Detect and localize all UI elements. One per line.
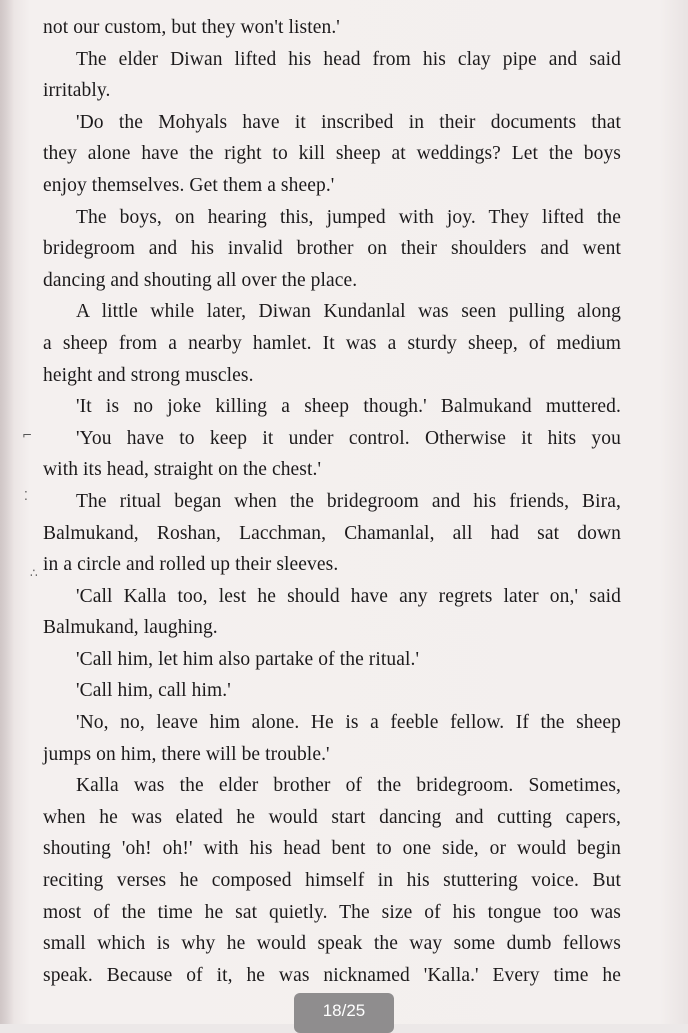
text-line: 'Call him, call him.' — [76, 680, 231, 702]
text-line: enjoy themselves. Get them a sheep.' — [43, 174, 335, 196]
text-line: most of the time he sat quietly. The size of his tongue too was — [43, 901, 621, 923]
text-line: The ritual began when the bridegroom and his friends, Bira, — [76, 490, 621, 512]
text-line: A little while later, Diwan Kundanlal was seen pulling along — [76, 301, 621, 323]
text-line: they alone have the right to kill sheep at weddings? Let the boys — [43, 143, 621, 165]
text-line: bridegroom and his invalid brother on their shoulders and went — [43, 238, 621, 260]
text-line: small which is why he would speak the way some dumb fellows — [43, 933, 621, 955]
page-body-text — [43, 12, 621, 991]
margin-mark: ⌐ — [22, 428, 33, 442]
page-gutter-shadow — [0, 0, 14, 1024]
text-line: The boys, on hearing this, jumped with joy. They lifted the — [76, 206, 621, 228]
text-line: The elder Diwan lifted his head from his clay pipe and said — [76, 48, 621, 70]
text-line: Balmukand, laughing. — [43, 617, 218, 639]
text-line: irritably. — [43, 80, 111, 102]
text-line: shouting 'oh! oh!' with his head bent to one side, or would begin — [43, 838, 621, 860]
text-line: with its head, straight on the chest.' — [43, 459, 322, 481]
text-line: Kalla was the elder brother of the bridegroom. Sometimes, — [76, 775, 621, 797]
text-line: height and strong muscles. — [43, 364, 254, 386]
text-line: in a circle and rolled up their sleeves. — [43, 554, 339, 576]
text-line: a sheep from a nearby hamlet. It was a sturdy sheep, of medium — [43, 332, 621, 354]
text-line: 'No, no, leave him alone. He is a feeble fellow. If the sheep — [76, 712, 621, 734]
text-line: speak. Because of it, he was nicknamed 'Kalla.' Every time he — [43, 964, 621, 986]
margin-mark: ∴ — [30, 566, 38, 580]
text-line: 'It is no joke killing a sheep though.' Balmukand muttered. — [76, 396, 621, 418]
text-line: Balmukand, Roshan, Lacchman, Chamanlal, all had sat down — [43, 522, 621, 544]
text-line: 'Call Kalla too, lest he should have any regrets later on,' said — [76, 585, 621, 607]
text-line: reciting verses he composed himself in his stuttering voice. But — [43, 870, 621, 892]
text-line: not our custom, but they won't listen.' — [43, 17, 340, 38]
margin-mark: ⁚ — [24, 489, 28, 503]
page-indicator[interactable]: 18/25 — [294, 993, 394, 1033]
text-line: dancing and shouting all over the place. — [43, 269, 358, 291]
text-line: 'Call him, let him also partake of the ritual.' — [76, 648, 420, 670]
text-line: 'Do the Mohyals have it inscribed in their documents that — [76, 111, 621, 133]
text-line: when he was elated he would start dancing and cutting capers, — [43, 806, 621, 828]
text-line: jumps on him, there will be trouble.' — [43, 743, 330, 765]
text-line: 'You have to keep it under control. Otherwise it hits you — [76, 427, 621, 449]
